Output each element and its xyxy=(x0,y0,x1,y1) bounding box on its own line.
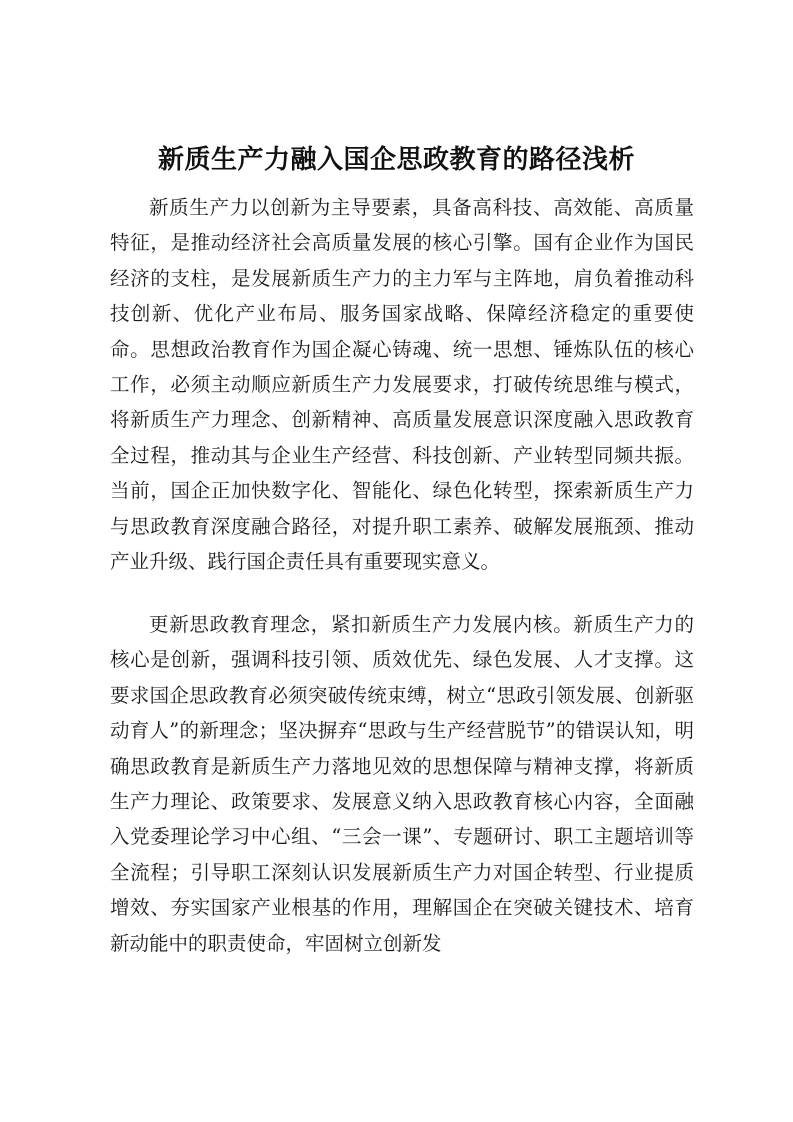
document-title: 新质生产力融入国企思政教育的路径浅析 xyxy=(157,145,635,175)
body-paragraph-2: 更新思政教育理念，紧扣新质生产力发展内核。新质生产力的核心是创新，强调科技引领、质效优先、绿色发展、人才支撑。这要求国企思政教育必须突破传统束缚，树立“思政引领发展、创新驱动育人”的新理念；坚决摒弃“思政与生产经营脱节”的错误认知，明确思政教育是新质生产力落地见效的思想保障与精神支撑，将新质生产力理论、政策要求、发展意义纳入思政教育核心内容，全面融入党委理论学习中心组、“三会一课”、专题研讨、职工主题培训等全流程；引导职工深刻认识发展新质生产力对国企转型、行业提质增效、夯实国家产业根基的作用，理解国企在突破关键技术、培育新动能中的职责使命，牢固树立创新发 xyxy=(110,613,694,955)
body-paragraph-1: 新质生产力以创新为主导要素，具备高科技、高效能、高质量特征，是推动经济社会高质量发展的核心引擎。国有企业作为国民经济的支柱，是发展新质生产力的主力军与主阵地，肩负着推动科技创新、优化产业布局、服务国家战略、保障经济稳定的重要使命。思想政治教育作为国企凝心铸魂、统一思想、锤炼队伍的核心工作，必须主动顺应新质生产力发展要求，打破传统思维与模式，将新质生产力理念、创新精神、高质量发展意识深度融入思政教育全过程，推动其与企业生产经营、科技创新、产业转型同频共振。当前，国企正加快数字化、智能化、绿色化转型，探索新质生产力与思政教育深度融合路径，对提升职工素养、破解发展瓶颈、推动产业升级、践行国企责任具有重要现实意义。 xyxy=(110,196,694,574)
